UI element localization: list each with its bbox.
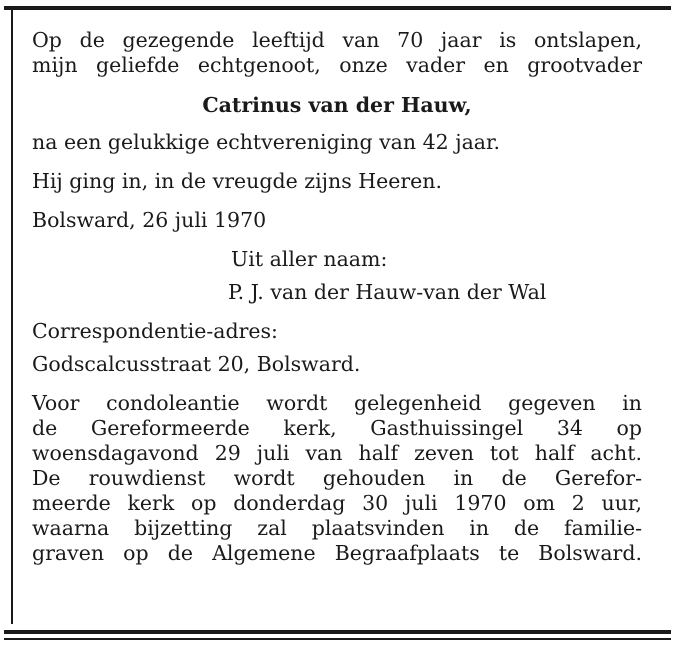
bottom-border-rule bbox=[4, 630, 671, 634]
address-label: Correspondentie-adres: bbox=[32, 319, 278, 343]
signature-intro: Uit aller naam: bbox=[231, 247, 388, 271]
arrangements-line-5: meerde kerk op donderdag 30 juli 1970 om 2 uur, bbox=[32, 491, 642, 515]
place-date: Bolsward, 26 juli 1970 bbox=[32, 208, 267, 232]
opening-line-2: mijn geliefde echtgenoot, onze vader en grootvader bbox=[32, 53, 642, 77]
faith-line: Hij ging in, in de vreugde zijns Heeren. bbox=[32, 169, 443, 193]
signature-name: P. J. van der Hauw-van der Wal bbox=[228, 280, 547, 304]
arrangements-line-3: woensdagavond 29 juli van half zeven tot half acht. bbox=[32, 441, 642, 465]
arrangements-line-7: graven op de Algemene Begraafplaats te Bolsward. bbox=[32, 541, 642, 565]
bottom-border-thin-rule bbox=[4, 638, 671, 640]
arrangements-line-4: De rouwdienst wordt gehouden in de Gerefor- bbox=[32, 466, 642, 490]
address: Godscalcusstraat 20, Bolsward. bbox=[32, 352, 361, 376]
opening-line-1: Op de gezegende leeftijd van 70 jaar is ontslapen, bbox=[32, 28, 642, 52]
arrangements-line-6: waarna bijzetting zal plaatsvinden in de familie- bbox=[32, 516, 642, 540]
death-notice bbox=[32, 28, 642, 566]
deceased-name: Catrinus van der Hauw, bbox=[202, 93, 472, 117]
arrangements-line-2: de Gereformeerde kerk, Gasthuissingel 34 op bbox=[32, 416, 642, 440]
arrangements-line-1: Voor condoleantie wordt gelegenheid gegeven in bbox=[32, 391, 642, 415]
marriage-line: na een gelukkige echtvereniging van 42 jaar. bbox=[32, 130, 501, 154]
left-border-rule bbox=[11, 10, 13, 624]
top-border-rule bbox=[4, 6, 671, 10]
